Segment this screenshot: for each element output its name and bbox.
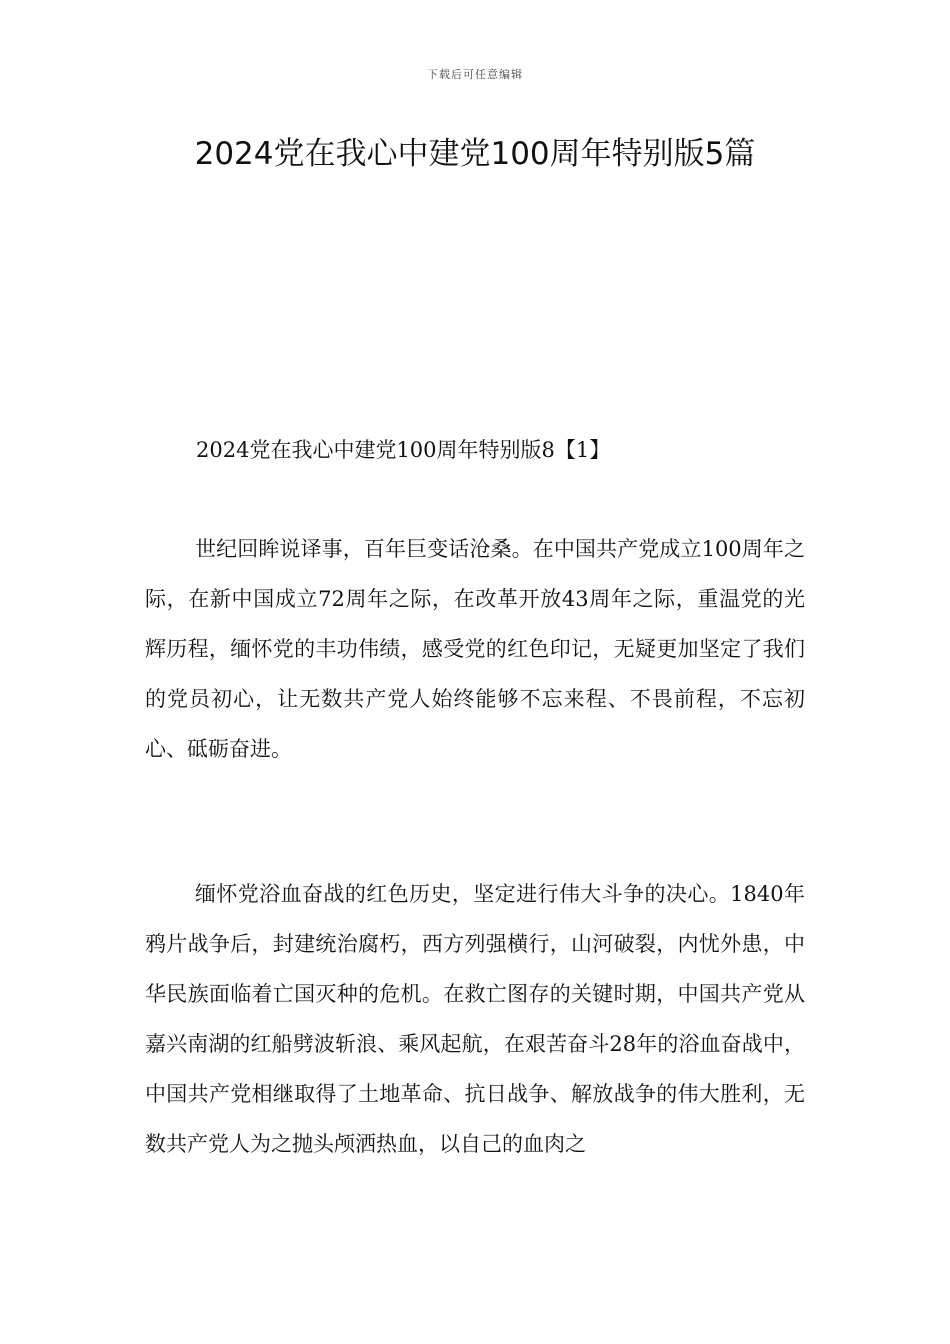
body-paragraph-2: 缅怀党浴血奋战的红色历史，坚定进行伟大斗争的决心。1840年鸦片战争后，封建统治腐朽，西方列强横行，山河破裂，内忧外患，中华民族面临着亡国灭种的危机。在救亡图存的关键时期，中国共产党从嘉兴南湖的红船劈波斩浪、乘风起航，在艰苦奋斗28年的浴血奋战中，中国共产党相继取得了土地革命、抗日战争、解放战争的伟大胜利，无数共产党人为之抛头颅洒热血，以自己的血肉之 — [145, 882, 805, 1156]
section-heading: 2024党在我心中建党100周年特别版8【1】 — [196, 438, 611, 462]
body-paragraph-1: 世纪回眸说译事，百年巨变话沧桑。在中国共产党成立100周年之际，在新中国成立72周年之际，在改革开放43周年之际，重温党的光辉历程，缅怀党的丰功伟绩，感受党的红色印记，无疑更加坚定了我们的党员初心，让无数共产党人始终能够不忘来程、不畏前程，不忘初心、砥砺奋进。 — [145, 537, 805, 761]
document-title: 2024党在我心中建党100周年特别版5篇 — [194, 136, 756, 172]
download-note: 下载后可任意编辑 — [427, 68, 523, 81]
